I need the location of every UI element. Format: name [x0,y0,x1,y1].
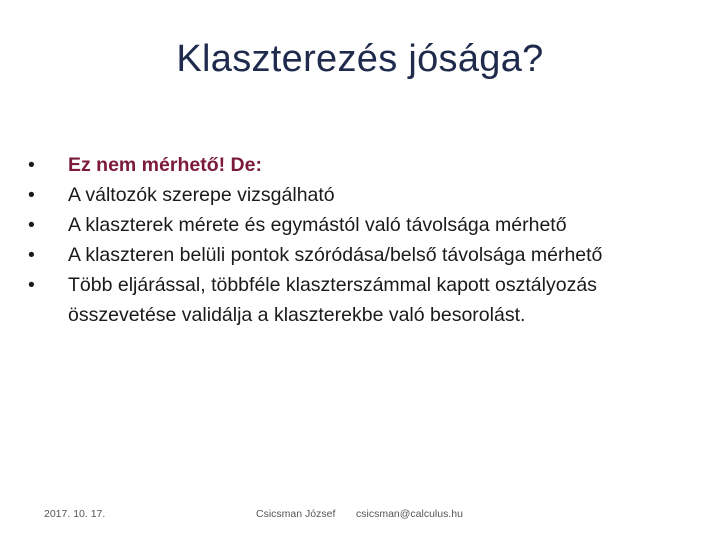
bullet-text-1: Ez nem mérhető! De: [68,154,262,176]
bullet-text-3: A klaszterek mérete és egymástól való távolsága mérhető [68,214,567,236]
footer-author: Csicsman József [256,508,336,520]
bullet-marker: • [28,244,35,266]
bullet-item-1 [28,150,708,180]
footer-email: csicsman@calculus.hu [356,508,463,520]
bullet-text-5: Több eljárással, többféle klaszterszámmal kapott osztályozás összevetése validálja a klaszterekbe való besorolást. [68,274,597,326]
bullet-item-2 [28,180,708,210]
bullet-marker: • [28,274,35,296]
bullet-item-5 [28,270,708,330]
bullet-marker: • [28,214,35,236]
slide-title: Klaszterezés jósága? [176,38,544,80]
bullet-marker: • [28,184,35,206]
bullet-item-4 [28,240,708,270]
bullet-text-4: A klaszteren belüli pontok szóródása/belső távolsága mérhető [68,244,603,266]
bullet-marker: • [28,154,35,176]
footer-date: 2017. 10. 17. [44,508,106,520]
bullet-text-2: A változók szerepe vizsgálható [68,184,335,206]
bullet-list [28,150,708,330]
bullet-item-3 [28,210,708,240]
